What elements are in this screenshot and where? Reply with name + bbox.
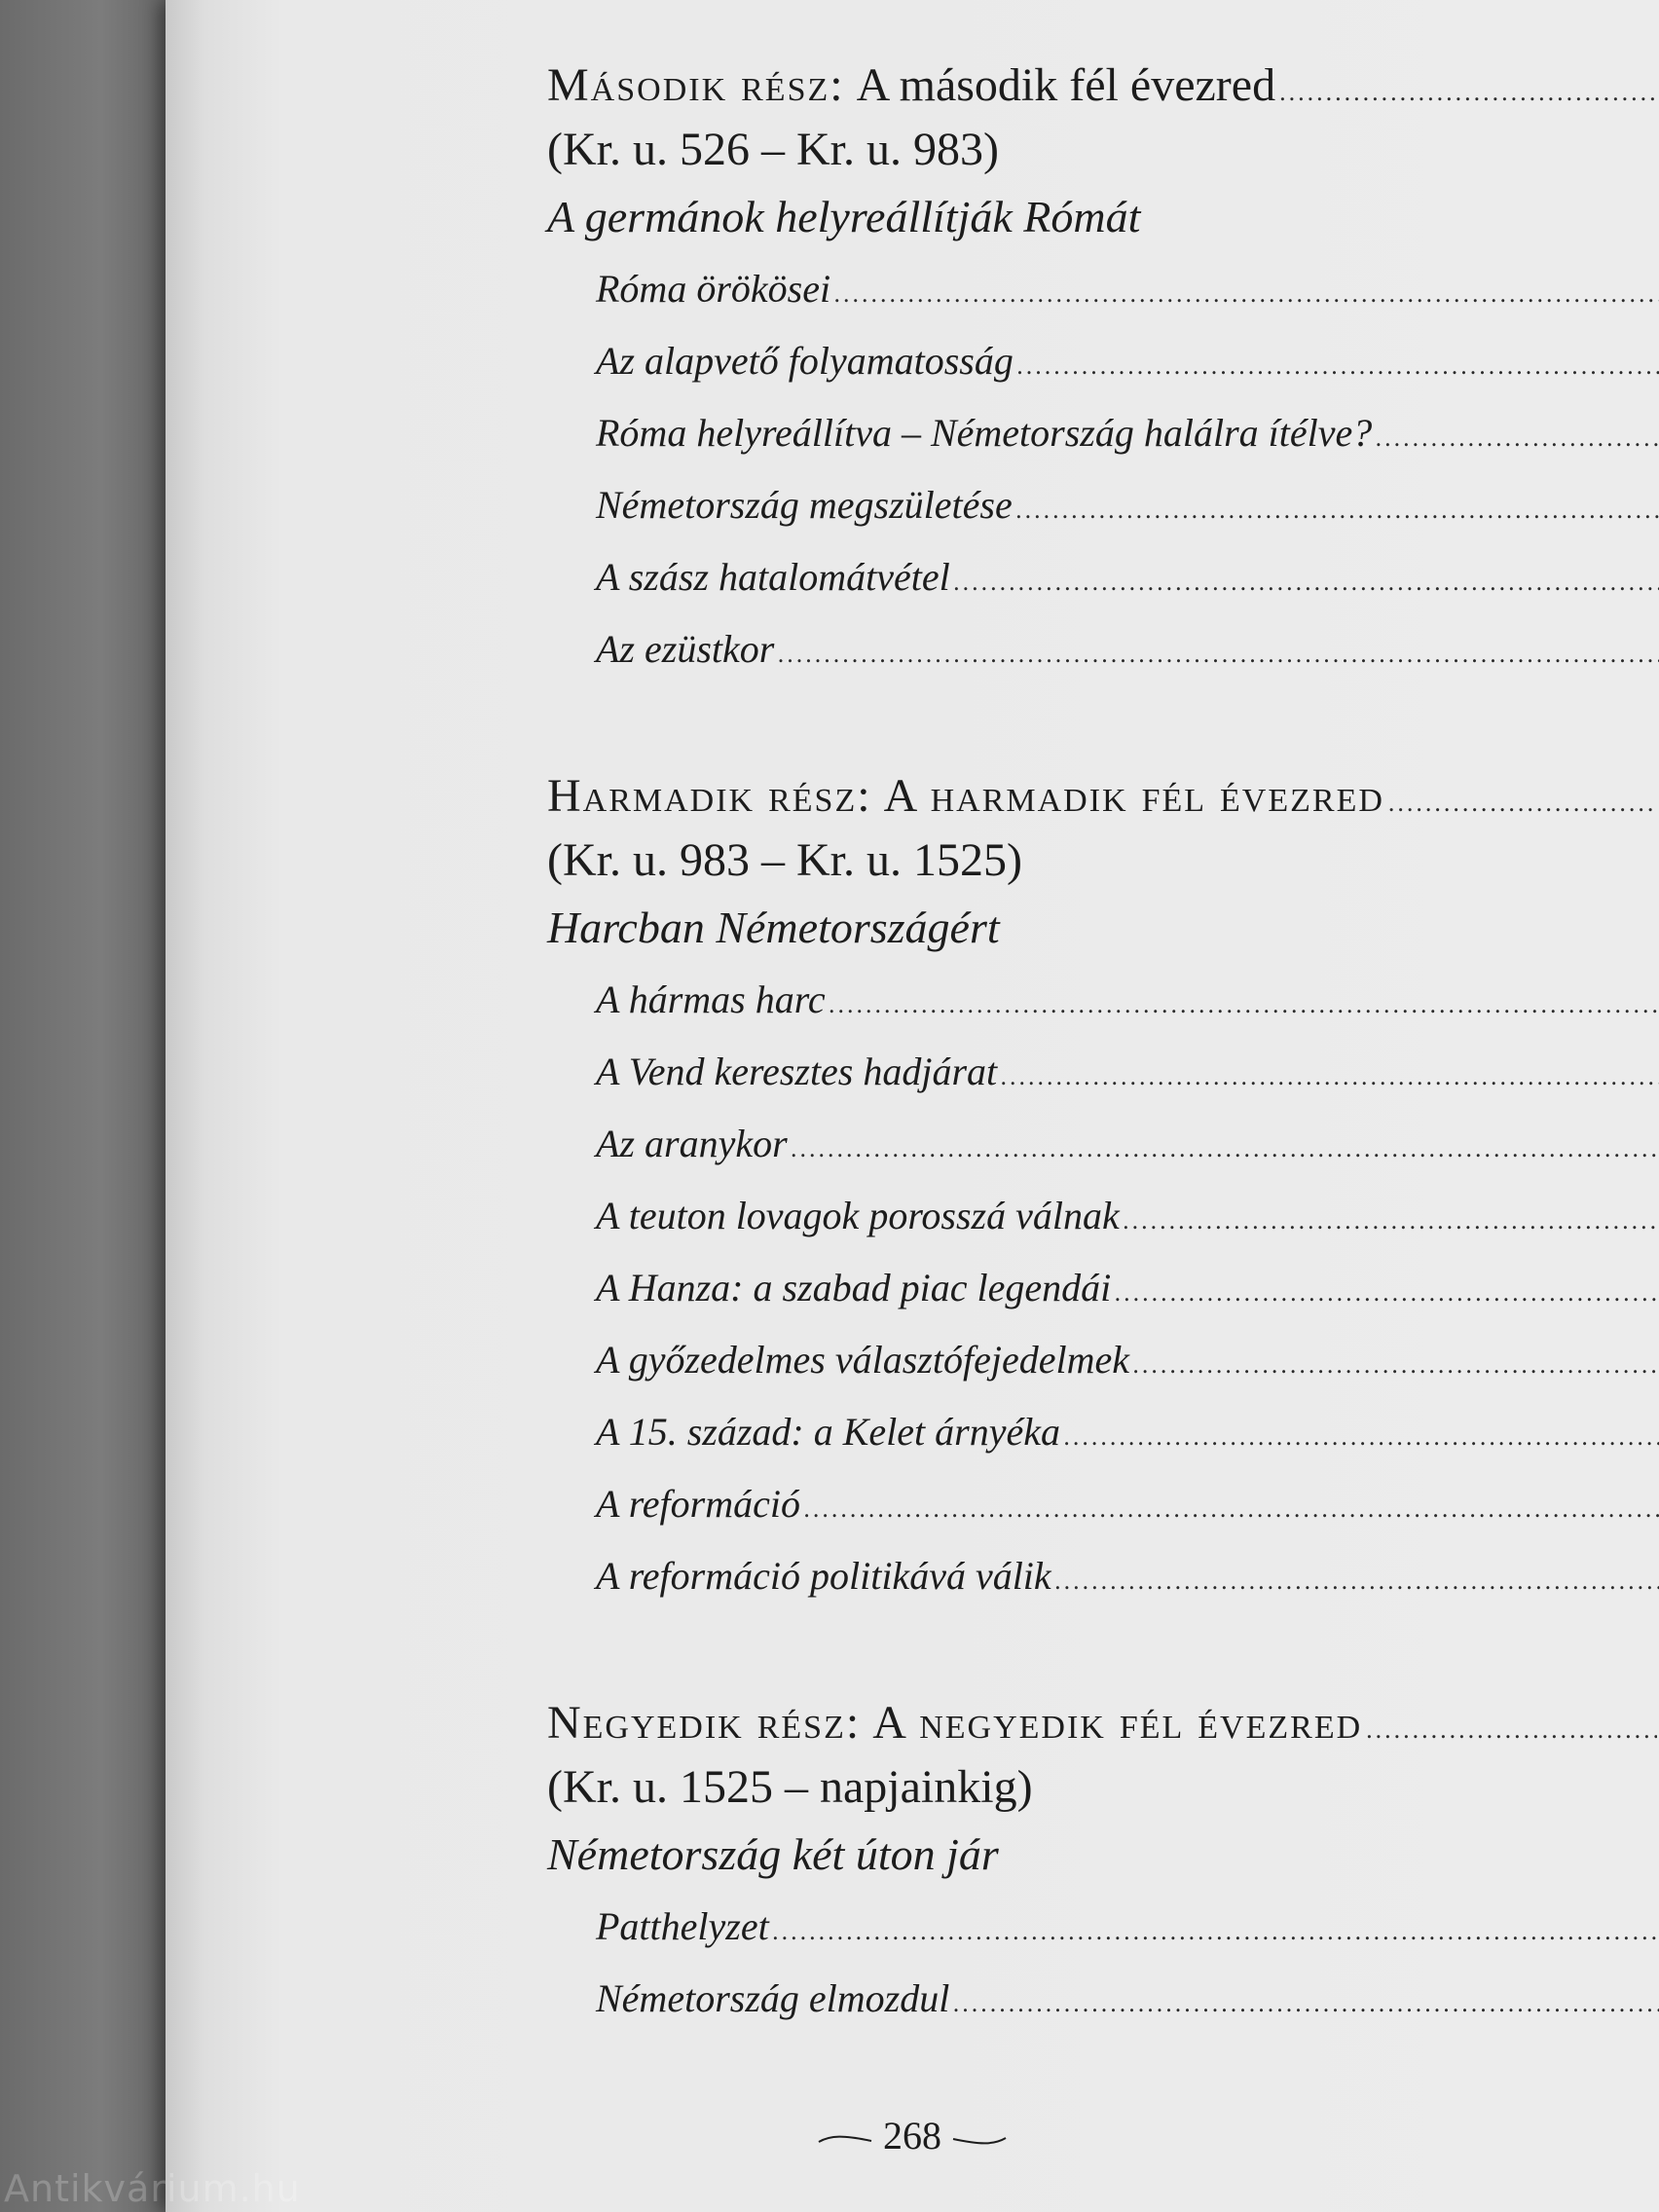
folio-number: 268 [883,2114,941,2157]
left-swash-ornament [817,2133,873,2147]
dot-leader [1115,1257,1659,1329]
toc-entry [596,613,1659,685]
watermark-text: Antikvárium.hu [4,2167,301,2210]
dot-leader [1366,1715,1657,1745]
entry-title: Róma helyreállítva – Németország halálra ítélve? [596,411,1373,455]
spacer [845,58,857,112]
section-subtitle: A germánok helyreállítják Rómát [547,192,1141,241]
toc-entry [596,1180,1659,1252]
dot-leader [1017,330,1659,402]
entry-title: Németország elmozdul [596,1976,950,2020]
entry-title: A 15. század: a Kelet árnyéka [596,1410,1060,1454]
dot-leader [1124,1185,1659,1257]
section-part-label: Harmadik rész: [547,770,872,822]
section-title: A második fél évezred [856,59,1276,111]
section-part-label: Második rész: [547,59,845,111]
dot-leader [804,1473,1659,1545]
dot-leader [778,618,1659,690]
section-title: A negyedik fél évezred [872,1697,1363,1749]
section-subtitle: Németország két úton jár [547,1829,999,1879]
table-of-contents [547,58,1659,2119]
entry-title: A Vend keresztes hadjárat [596,1050,998,1093]
dot-leader [1001,1041,1659,1113]
entry-title: A reformáció [596,1482,800,1526]
toc-entry [596,1396,1659,1468]
entry-title: A szász hatalomátvétel [596,555,950,599]
toc-entry [596,253,1659,325]
section-heading [547,769,1659,830]
section-title: A harmadik fél évezred [883,770,1384,822]
toc-section [547,769,1659,1612]
entry-title: A teuton lovagok porosszá válnak [596,1194,1120,1237]
dot-leader [1016,474,1659,546]
toc-entry [596,1252,1659,1324]
toc-entry [596,325,1659,397]
toc-entry [596,1891,1659,1963]
entry-title: Az ezüstkor [596,627,775,671]
section-heading [547,1696,1659,1756]
dot-leader [954,546,1659,618]
entry-title: A Hanza: a szabad piac legendái [596,1266,1112,1309]
toc-entry [596,397,1659,469]
toc-entry [596,1540,1659,1612]
entry-title: A reformáció politikává válik [596,1554,1051,1598]
toc-entry [596,964,1659,1036]
dot-leader [1376,402,1659,474]
page-folio [166,2113,1659,2158]
toc-section [547,1696,1659,2035]
toc-entry [596,1108,1659,1180]
section-date-range: (Kr. u. 1525 – napjainkig) [547,1761,1033,1813]
toc-entry [596,541,1659,613]
dot-leader [773,1896,1659,1968]
toc-entry [596,1468,1659,1540]
toc-entry [596,1036,1659,1108]
entry-title: Az aranykor [596,1122,788,1165]
dot-leader [953,1968,1659,2040]
section-date-range: (Kr. u. 983 – Kr. u. 1525) [547,834,1022,886]
dot-leader [792,1113,1659,1185]
entry-title: Az alapvető folyamatosság [596,339,1014,383]
entry-title: Róma örökösei [596,267,831,311]
dot-leader [830,969,1659,1041]
spacer [861,1696,872,1750]
section-part-label: Negyedik rész: [547,1697,862,1749]
section-heading [547,58,1659,119]
entry-title: A győzedelmes választófejedelmek [596,1338,1129,1382]
toc-entry [596,1963,1659,2035]
dot-leader [1279,78,1657,107]
entry-title: A hármas harc [596,977,826,1021]
dot-leader [1133,1329,1659,1401]
dot-leader [1388,789,1657,818]
dot-leader [1064,1401,1659,1473]
toc-entry [596,469,1659,541]
dot-leader [834,258,1659,330]
book-page [166,0,1659,2212]
entry-title: Németország megszületése [596,483,1013,527]
section-subtitle: Harcban Németországért [547,903,1000,952]
dot-leader [1055,1545,1659,1617]
section-date-range: (Kr. u. 526 – Kr. u. 983) [547,124,999,175]
entry-title: Patthelyzet [596,1904,769,1948]
spacer [872,769,884,823]
toc-section [547,58,1659,685]
right-swash-ornament [951,2133,1008,2147]
toc-entry [596,1324,1659,1396]
